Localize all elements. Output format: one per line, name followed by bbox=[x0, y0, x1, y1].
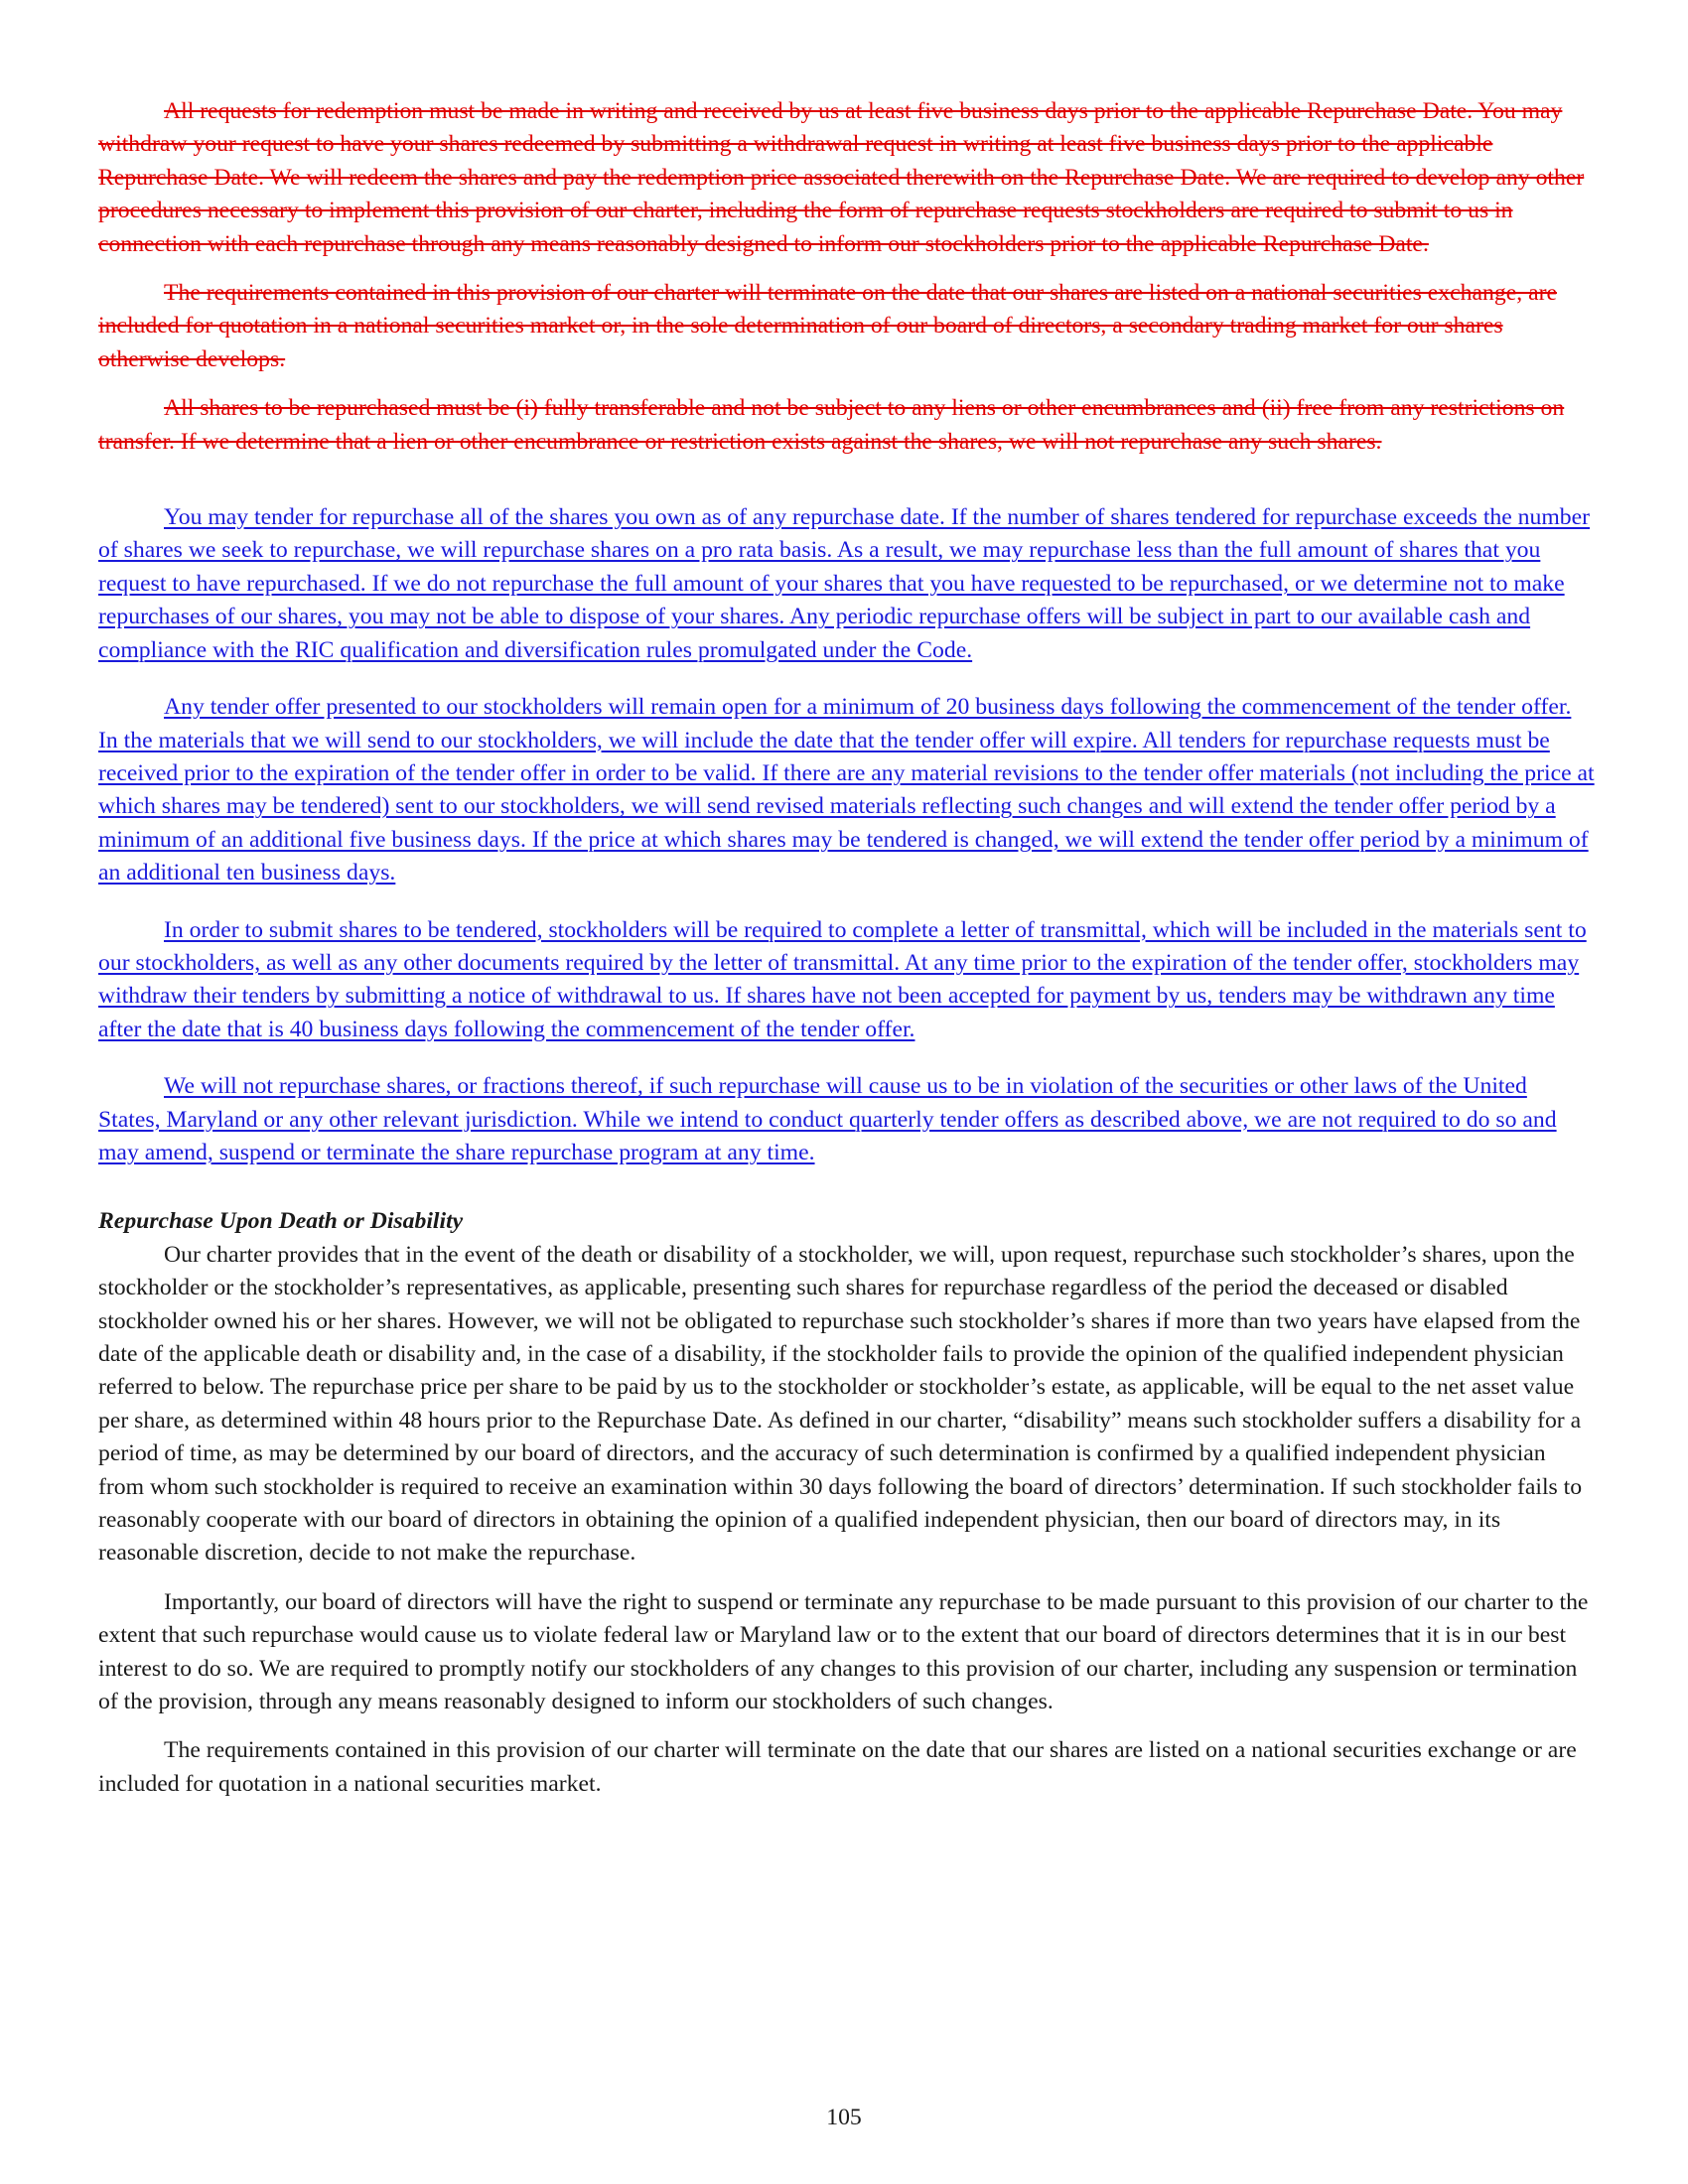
inserted-paragraph: You may tender for repurchase all of the shares you own as of any repurchase date. If the number of shares tendered for repurchase exceeds the number of shares we seek to repurchase, we will repurchase shares on a pro rata basis. As a result, we may repurchase less than the full amount of shares that you request to have repurchased. If we do not repurchase the full amount of your shares that you have requested to be repurchased, or we determine not to make repurchases of our shares, you may not be able to dispose of your shares. Any periodic repurchase offers will be subject in part to our available cash and compliance with the RIC qualification and diversification rules promulgated under the Code. bbox=[98, 504, 1591, 663]
body-paragraph: Importantly, our board of directors will have the right to suspend or terminate any repurchase to be made pursuant to this provision of our charter to the extent that such repurchase would cause us to violate federal law or Maryland law or to the extent that our board of directors determines that it is in our best interest to do so. We are required to promptly notify our stockholders of any changes to this provision of our charter, including any suspension or termination of the provision, through any means reasonably designed to inform our stockholders of such changes. bbox=[98, 1588, 1589, 1715]
inserted-paragraph: Any tender offer presented to our stockholders will remain open for a minimum of 20 business days following the commencement of the tender offer. In the materials that we will send to our stockholders, we will include the date that the tender offer will expire. All tenders for repurchase requests must be received prior to the expiration of the tender offer in order to be valid. If there are any material revisions to the tender offer materials (not including the price at which shares may be tendered) sent to our stockholders, we will send revised materials reflecting such changes and will extend the tender offer period by a minimum of an additional five business days. If the price at which shares may be tendered is changed, we will extend the tender offer period by a minimum of an additional ten business days. bbox=[98, 694, 1595, 887]
body-paragraph: The requirements contained in this provision of our charter will terminate on the date that our shares are listed on a national securities exchange or are included for quotation in a national securities market. bbox=[98, 1737, 1577, 1797]
body-paragraph: Our charter provides that in the event of the death or disability of a stockholder, we will, upon request, repurchase such stockholder’s shares, upon the stockholder or the stockholder’s representatives, as applicable, presenting such shares for repurchase regardless of the period the deceased or disabled stockholder owned his or her shares. However, we will not be obligated to repurchase such stockholder’s shares if more than two years have elapsed from the date of the applicable death or disability and, in the case of a disability, if the stockholder fails to provide the opinion of the qualified independent physician referred to below. The repurchase price per share to be paid by us to the stockholder or stockholder’s estate, as applicable, will be equal to the net asset value per share, as determined within 48 hours prior to the Repurchase Date. As defined in our charter, “disability” means such stockholder suffers a disability for a period of time, as may be determined by our board of directors, and the accuracy of such determination is confirmed by a qualified independent physician from whom such stockholder is required to receive an examination within 30 days following the board of directors’ determination. If such stockholder fails to reasonably cooperate with our board of directors in obtaining the opinion of a qualified independent physician, then our board of directors may, in its reasonable discretion, decide to not make the repurchase. bbox=[98, 1241, 1583, 1567]
deleted-paragraph: All shares to be repurchased must be (i) fully transferable and not be subject to any liens or other encumbrances and (ii) free from any restrictions on transfer. If we determine that a lien or other encumbrance or restriction exists against the shares, we will not repurchase any such shares. bbox=[98, 395, 1565, 455]
page-number: 105 bbox=[826, 2105, 862, 2130]
deleted-paragraph: The requirements contained in this provision of our charter will terminate on the date that our shares are listed on a national securities exchange, are included for quotation in a national securities market or, in the sole determination of our board of directors, a secondary trading market for our shares otherwise develops. bbox=[98, 280, 1557, 372]
inserted-paragraph: We will not repurchase shares, or fractions thereof, if such repurchase will cause us to be in violation of the securities or other laws of the United States, Maryland or any other relevant jurisdiction. While we intend to conduct quarterly tender offers as described above, we are not required to do so and may amend, suspend or terminate the share repurchase program at any time. bbox=[98, 1073, 1557, 1165]
section-heading: Repurchase Upon Death or Disability bbox=[98, 1208, 464, 1235]
page-content bbox=[98, 95, 1595, 1801]
inserted-paragraph: In order to submit shares to be tendered, stockholders will be required to complete a letter of transmittal, which will be included in the materials sent to our stockholders, as well as any other documents required by the letter of transmittal. At any time prior to the expiration of the tender offer, stockholders may withdraw their tenders by submitting a notice of withdrawal to us. If shares have not been accepted for payment by us, tenders may be withdrawn any time after the date that is 40 business days following the commencement of the tender offer. bbox=[98, 916, 1587, 1042]
deleted-paragraph: All requests for redemption must be made in writing and received by us at least five business days prior to the applicable Repurchase Date. You may withdraw your request to have your shares redeemed by submitting a withdrawal request in writing at least five business days prior to the applicable Repurchase Date. We will redeem the shares and pay the redemption price associated therewith on the Repurchase Date. We are required to develop any other procedures necessary to implement this provision of our charter, including the form of repurchase requests stockholders are required to submit to us in connection with each repurchase through any means reasonably designed to inform our stockholders prior to the applicable Repurchase Date. bbox=[98, 98, 1585, 257]
inserted-text-block bbox=[98, 501, 1595, 1169]
